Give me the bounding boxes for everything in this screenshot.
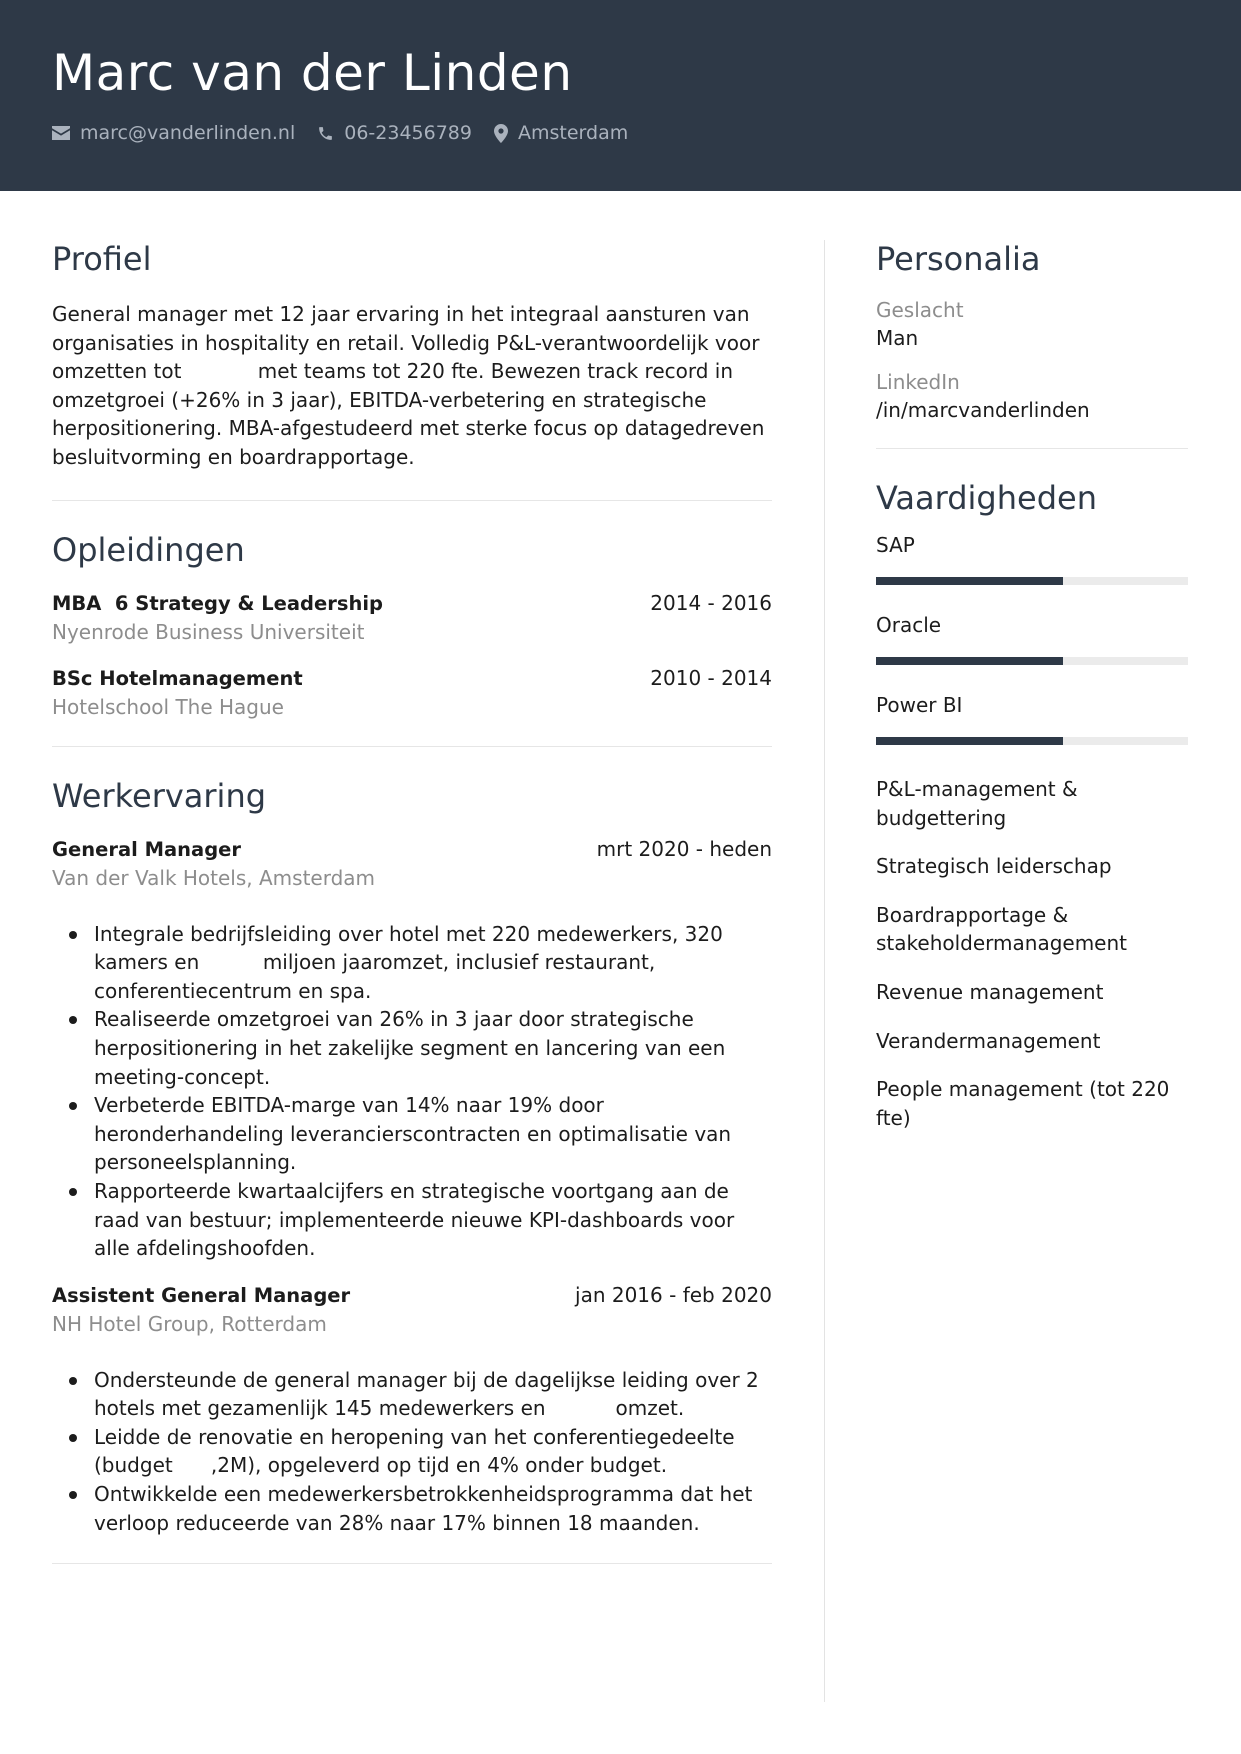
education-section (52, 531, 772, 719)
contact-phone (317, 122, 472, 144)
skill-item (876, 693, 1188, 745)
skill-name: Oracle (876, 613, 942, 637)
linkedin-value: /in/marcvanderlinden (876, 398, 1090, 422)
education-dates: 2010 - 2014 (650, 665, 772, 690)
sidebar-divider (876, 448, 1188, 449)
personal-section (876, 240, 1188, 422)
skill-level-fill (876, 577, 1063, 585)
skills-section (876, 479, 1188, 1132)
job-bullet: Rapporteerde kwartaalcijfers en strategische voortgang aan de raad van bestuur; implementeerde nieuwe KPI-dashboards voor alle afdelingshoofden. (52, 1177, 772, 1263)
section-divider (52, 746, 772, 747)
education-heading: Opleidingen (52, 530, 245, 569)
job-bullet: Leidde de renovatie en heropening van het conferentiegedeelte (budget ,2M), opgeleverd op tijd en 4% onder budget. (52, 1423, 772, 1480)
resume-header (0, 0, 1241, 191)
rated-skills-list (876, 533, 1188, 745)
section-divider (52, 500, 772, 501)
skills-heading: Vaardigheden (876, 479, 1097, 517)
job-bullets (52, 1366, 772, 1538)
contact-email (52, 122, 295, 144)
map-pin-icon (494, 124, 508, 143)
skill-level-fill (876, 657, 1063, 665)
skill-item: Boardrapportage & stakeholdermanagement (876, 902, 1128, 956)
skill-level-bar (876, 657, 1188, 665)
job-dates: jan 2016 - feb 2020 (575, 1282, 772, 1307)
job-company: NH Hotel Group, Rotterdam (52, 1311, 327, 1336)
education-item (52, 591, 772, 644)
skill-level-bar (876, 737, 1188, 745)
location-text: Amsterdam (517, 122, 629, 144)
education-dates: 2014 - 2016 (650, 590, 772, 615)
job-company: Van der Valk Hotels, Amsterdam (52, 865, 376, 890)
skill-item: Revenue management (876, 979, 1104, 1004)
personal-heading: Personalia (876, 240, 1041, 278)
job-role: General Manager (52, 837, 241, 861)
skill-level-bar (876, 577, 1188, 585)
job-dates: mrt 2020 - heden (596, 836, 772, 861)
profile-heading: Profiel (52, 240, 152, 278)
skill-name: SAP (876, 533, 915, 557)
linkedin-field (876, 370, 1188, 422)
experience-section (52, 777, 772, 1538)
skill-level-fill (876, 737, 1063, 745)
skill-item: Verandermanagement (876, 1028, 1101, 1053)
phone-icon (317, 125, 334, 142)
email-text: marc@vanderlinden.nl (80, 122, 296, 144)
main-column (52, 240, 772, 1564)
envelope-icon (52, 126, 70, 140)
gender-value: Man (876, 326, 919, 350)
linkedin-label: LinkedIn (876, 370, 960, 394)
job-bullet: Realiseerde omzetgroei van 26% in 3 jaar door strategische herpositionering in het zakelijke segment en lancering van een meeting-concept. (52, 1005, 772, 1091)
job-bullet: Verbeterde EBITDA-marge van 14% naar 19% door heronderhandeling leverancierscontracten en optimalisatie van personeelsplanning. (52, 1091, 772, 1177)
job-bullet: Ondersteunde de general manager bij de dagelijkse leiding over 2 hotels met gezamenlijk 145 medewerkers en omzet. (52, 1366, 772, 1423)
skill-name: Power BI (876, 693, 963, 717)
education-school: Nyenrode Business Universiteit (52, 619, 365, 644)
education-degree: BSc Hotelmanagement (52, 666, 303, 690)
profile-text: General manager met 12 jaar ervaring in het integraal aansturen van organisaties in hospitality en retail. Volledig P&L-verantwoordelijk voor omzetten tot met teams tot 220 fte. Bewezen track record in omzetgroei (+26% in 3 jaar), EBITDA-verbetering en strategische herpositionering. MBA-afgestudeerd met sterke focus op datagedreven besluitvorming en boardrapportage. (52, 302, 771, 469)
job-bullet: Ontwikkelde een medewerkersbetrokkenheidsprogramma dat het verloop reduceerde van 28% naar 17% binnen 18 maanden. (52, 1480, 772, 1537)
education-item (52, 666, 772, 719)
skill-item: Strategisch leiderschap (876, 854, 1112, 879)
sidebar-column (876, 240, 1188, 1132)
contact-info (52, 122, 650, 144)
job-item (52, 837, 772, 1263)
education-degree: MBA 6 Strategy & Leadership (52, 591, 383, 615)
skill-item (876, 533, 1188, 585)
section-divider (52, 1563, 772, 1564)
experience-heading: Werkervaring (52, 776, 267, 815)
skill-item: People management (tot 220 fte) (876, 1077, 1170, 1130)
skill-item: P&L-management & budgettering (876, 777, 1078, 830)
profile-section (52, 240, 772, 472)
candidate-name: Marc van der Linden (52, 44, 573, 102)
gender-label: Geslacht (876, 298, 964, 322)
skill-item (876, 613, 1188, 665)
gender-field (876, 298, 1188, 350)
phone-text: 06-23456789 (344, 122, 472, 144)
education-school: Hotelschool The Hague (52, 694, 284, 719)
job-role: Assistent General Manager (52, 1283, 351, 1307)
job-bullets (52, 920, 772, 1263)
column-divider (824, 240, 825, 1702)
job-item (52, 1283, 772, 1538)
job-bullet: Integrale bedrijfsleiding over hotel met 220 medewerkers, 320 kamers en miljoen jaaromzet, inclusief restaurant, conferentiecentrum en spa. (52, 920, 772, 1006)
contact-location (494, 122, 628, 144)
plain-skills-list (876, 775, 1188, 1132)
